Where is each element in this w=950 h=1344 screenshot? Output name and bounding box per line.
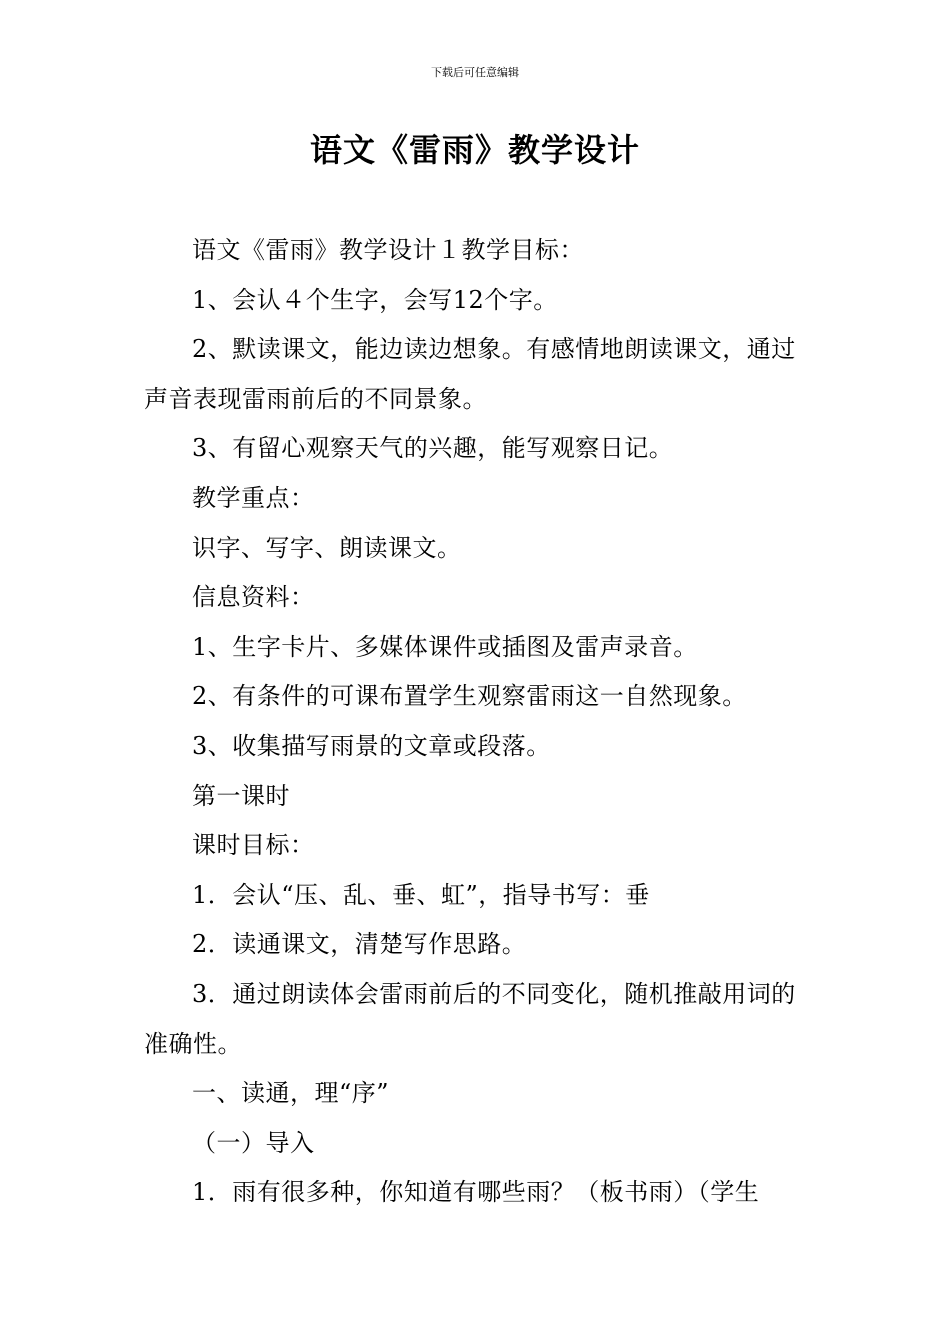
paragraph-subsection-intro: （一）导入 — [192, 1128, 315, 1157]
paragraph-lesson-one: 第一课时 — [192, 781, 290, 810]
paragraph-objective-3: 3、有留心观察天气的兴趣，能写观察日记。 — [192, 434, 674, 463]
paragraph-material-1: 1、生字卡片、多媒体课件或插图及雷声录音。 — [192, 632, 698, 661]
document-body — [144, 226, 808, 1218]
paragraph-objective-2: 2、默读课文，能边读边想象。有感情地朗读课文，通过声音表现雷雨前后的不同景象。 — [144, 335, 796, 413]
paragraph-lesson-goal-1: 1．会认“压、乱、垂、虹”，指导书写：垂 — [192, 880, 650, 909]
paragraph-material-2: 2、有条件的可课布置学生观察雷雨这一自然现象。 — [192, 682, 747, 711]
paragraph-material-3: 3、收集描写雨景的文章或段落。 — [192, 731, 551, 760]
paragraph-objectives-heading: 语文《雷雨》教学设计１教学目标： — [192, 236, 584, 264]
document-title: 语文《雷雨》教学设计 — [309, 131, 640, 169]
paragraph-section-one: 一、读通，理“序” — [192, 1079, 390, 1108]
paragraph-key-points: 识字、写字、朗读课文。 — [192, 533, 462, 562]
paragraph-objective-1: 1、会认４个生字，会写12个字。 — [192, 285, 558, 314]
paragraph-lesson-goal-2: 2．读通课文，清楚写作思路。 — [192, 930, 527, 959]
paragraph-lesson-goal-3: 3．通过朗读体会雷雨前后的不同变化，随机推敲用词的准确性。 — [144, 979, 796, 1058]
paragraph-intro-question: 1．雨有很多种，你知道有哪些雨？（板书雨）（学生 — [192, 1178, 760, 1207]
paragraph-materials-heading: 信息资料： — [192, 583, 315, 612]
paragraph-key-points-heading: 教学重点： — [192, 483, 315, 512]
header-note: 下载后可任意编辑 — [431, 66, 519, 79]
paragraph-lesson-goals-heading: 课时目标： — [192, 831, 315, 860]
